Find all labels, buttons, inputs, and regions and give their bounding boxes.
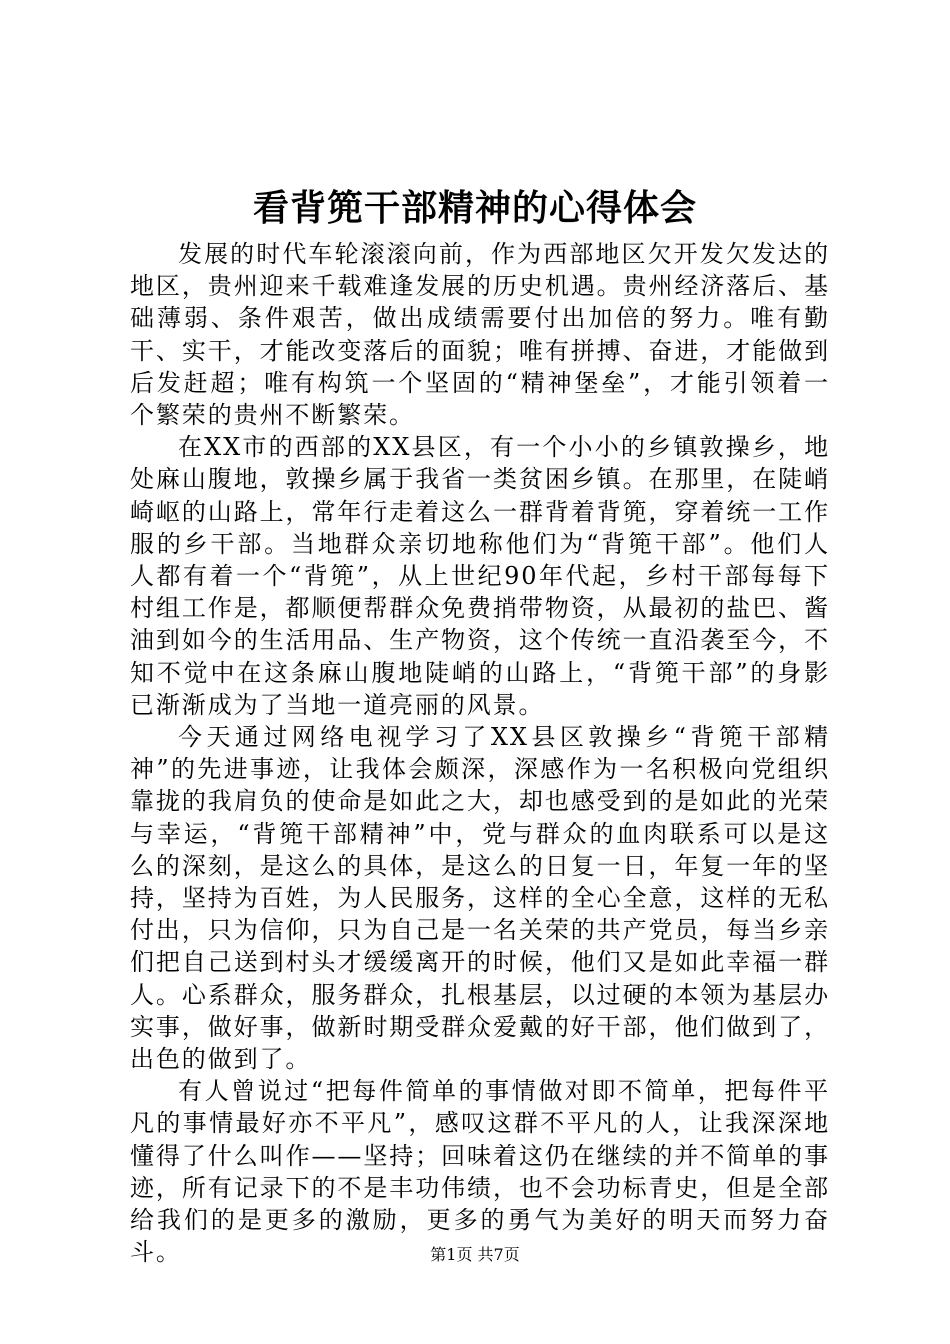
page-number-footer: 第1页 共7页 <box>430 1245 520 1264</box>
paragraph-3: 今天通过网络电视学习了XX县区敦操乡“背篼干部精神”的先进事迹，让我体会颇深，深感作为一名积极向党组织靠拢的我肩负的使命是如此之大，却也感受到的是如此的光荣与幸运，“背篼干部精神”中，党与群众的血肉联系可以是这么的深刻，是这么的具体，是这么的日复一日，年复一年的坚持，坚持为百姓，为人民服务，这样的全心全意，这样的无私付出，只为信仰，只为自己是一名关荣的共产党员，每当乡亲们把自己送到村头才缓缓离开的时候，他们又是如此幸福一群人。心系群众，服务群众，扎根基层，以过硬的本领为基层办实事，做好事，做新时期受群众爱戴的好干部，他们做到了，出色的做到了。 <box>130 723 830 1074</box>
document-body <box>130 238 830 1269</box>
paragraph-1: 发展的时代车轮滚滚向前，作为西部地区欠开发欠发达的地区，贵州迎来千载难逢发展的历史机遇。贵州经济落后、基础薄弱、条件艰苦，做出成绩需要付出加倍的努力。唯有勤干、实干，才能改变落后的面貌；唯有拼搏、奋进，才能做到后发赶超；唯有构筑一个坚固的“精神堡垒”，才能引领着一个繁荣的贵州不断繁荣。 <box>130 240 830 430</box>
document-title: 看背篼干部精神的心得体会 <box>252 187 697 229</box>
paragraph-4: 有人曾说过“把每件简单的事情做对即不简单，把每件平凡的事情最好亦不平凡”，感叹这群不平凡的人，让我深深地懂得了什么叫作——坚持；回味着这仍在继续的并不简单的事迹，所有记录下的不是丰功伟绩，也不会功标青史，但是全部给我们的是更多的激励，更多的勇气为美好的明天而努力奋斗。 <box>130 1077 830 1267</box>
paragraph-2: 在XX市的西部的XX县区，有一个小小的乡镇敦操乡，地处麻山腹地，敦操乡属于我省一类贫困乡镇。在那里，在陡峭崎岖的山路上，常年行走着这么一群背着背篼，穿着统一工作服的乡干部。当地群众亲切地称他们为“背篼干部”。他们人人都有着一个“背篼”，从上世纪90年代起，乡村干部每每下村组工作是，都顺便帮群众免费捎带物资，从最初的盐巴、酱油到如今的生活用品、生产物资，这个传统一直沿袭至今，不知不觉中在这条麻山腹地陡峭的山路上，“背篼干部”的身影已渐渐成为了当地一道亮丽的风景。 <box>130 433 830 719</box>
